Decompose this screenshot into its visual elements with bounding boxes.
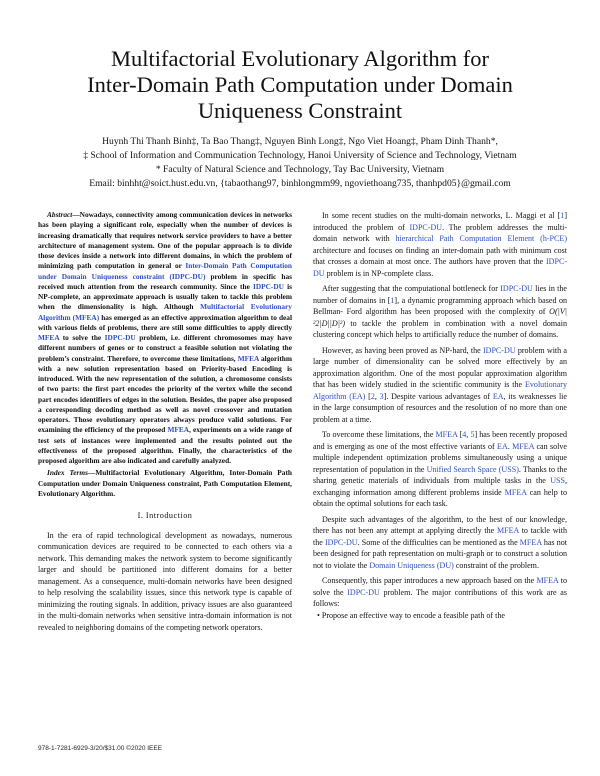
author-block xyxy=(30,135,570,191)
citation-link[interactable]: 1 xyxy=(390,295,395,305)
right-column xyxy=(313,210,567,621)
title-line-1: Multifactorial Evolutionary Algorithm for xyxy=(110,46,490,71)
index-terms-lead: Index Terms xyxy=(47,468,88,478)
link-uss-full[interactable]: Unified Search Space (USS) xyxy=(426,464,519,474)
link-idpc-du[interactable]: IDPC-DU xyxy=(347,587,380,597)
link-mfea-full[interactable]: Multifactorial Evolutionary Algorithm (MFEA) xyxy=(38,302,292,322)
paper-title xyxy=(40,46,560,124)
citation-link[interactable]: 1 xyxy=(560,211,565,220)
title-line-3: Uniqueness Constraint xyxy=(197,98,403,123)
title-line-2: Inter-Domain Path Computation under Domain xyxy=(87,72,513,97)
link-idpc-du[interactable]: IDPC-DU xyxy=(324,537,358,547)
link-idpc-du[interactable]: IDPC-DU xyxy=(500,284,533,293)
link-h-pce[interactable]: hierarchical Path Computation Element (h-PCE) xyxy=(395,234,567,243)
section-heading-introduction: I. Introduction xyxy=(137,511,193,520)
affiliation-1: ‡ School of Information and Communication Technology, Hanoi University of Science and Technology, Vietnam xyxy=(83,150,517,161)
author-names: Huynh Thi Thanh Binh‡, Ta Bao Thang‡, Nguyen Binh Long‡, Ngo Viet Hoang‡, Pham Dinh Thanh*, xyxy=(102,136,498,147)
paragraph-2: After suggesting that the computational bottleneck for IDPC-DU lies in the number of domains in [1], a dynamic programming approach which based on Bellman- Ford algorithm has been proposed with the complexity of O(|V|²2|D||D|²) to tackle the problem in combination with a novel domain clustering concept which helps to artificially reduce the number of domains. xyxy=(313,284,567,339)
citation-link[interactable]: 4 xyxy=(462,430,467,439)
link-ea-full[interactable]: Evolutionary Algorithm (EA) xyxy=(313,380,567,401)
paragraph-4: To overcome these limitations, the MFEA [4, 5] has been recently proposed and is emerging as one of the most effective variants of EA. MFEA can solve multiple independent optimization problems simultaneously using a unique representation of population in the Unified Search Space (USS). Thanks to the sharing genetic materials of individuals from multiple tasks in the USS, exchanging information among different problems inside MFEA can help to obtain the optimal solutions for each task. xyxy=(313,430,568,508)
link-ea[interactable]: EA xyxy=(497,441,508,451)
link-mfea[interactable]: MFEA xyxy=(504,487,527,497)
link-mfea[interactable]: MFEA xyxy=(435,430,458,439)
intro-paragraph: In the era of rapid technological development as nowadays, numerous communication devices are required to be connected to each others via a network. This demanding makes the network system to become significantly larger and should be partitioned into different domains for a better management. As a consequence, multi-domain networks have been designed to help resolving the scalability issues, since this network type is capable of minimizing the routing signals. In addition, privacy issues are also guaranteed in the multi-domain networks when sensitive intra-domain information is not revealed to neighboring domains of the competing network operators. xyxy=(38,530,292,632)
paragraph-1: In some recent studies on the multi-domain networks, L. Maggi et al [1] introduced the problem of IDPC-DU. The problem addresses the multi-domain network with hierarchical Path Computation Element (h-PCE) architecture and focuses on finding an inter-domain path with minimum cost that crosses a domain at most once. The authors have proven that the IDPC-DU problem is in NP-complete class. xyxy=(313,211,568,278)
link-uss[interactable]: USS xyxy=(550,476,565,485)
copyright-footer: 978-1-7281-6929-3/20/$31.00 ©2020 IEEE xyxy=(38,745,163,752)
link-mfea[interactable]: MFEA xyxy=(512,441,535,451)
complexity-formula: O(|V|²2|D||D|²) xyxy=(313,307,567,328)
paragraph-5: Despite such advantages of the algorithm, to the best of our knowledge, there has not been any attempt at applying directly the MFEA to tackle with the IDPC-DU. Some of the difficulties can be mentioned as the MFEA has not been designed for path representation on multi-graph or to construct a solution not to violate the Domain Uniqueness (DU) constraint of the problem. xyxy=(313,514,567,570)
link-idpc-du[interactable]: IDPC-DU xyxy=(482,345,516,355)
link-mfea[interactable]: MFEA xyxy=(237,353,259,363)
bullet-icon: • xyxy=(317,610,322,620)
link-mfea[interactable]: MFEA xyxy=(519,537,542,547)
abstract: Abstract—Nowadays, connectivity among communication devices in networks has been playing a significant role, especially when the number of devices is increasing dramatically that requires network service providers to have a better architecture of management system. One of the popular approach is to divide those devices inside a network into different domains, in which the problem of minimizing path computation in general or Inter-Domain Path Computation under Domain Uniqueness constraint (IDPC-DU) problem in specific has received much attention from the research community. Since the IDPC-DU is NP-complete, an approximate approach is usually taken to tackle this problem when the dimensionality is high. Although Multifactorial Evolutionary Algorithm (MFEA) has emerged as an effective approximation algorithm to deal with various fields of problems, there are still some difficulties to apply directly MFEA to solve the IDPC-DU problem, i.e. different chromosomes may have different numbers of genes or to construct a feasible solution not violating the problem’s constraint. Therefore, to overcome these limitations, MFEA algorithm with a new solution representation based on Priority-based Encoding is introduced. With the new representation of the solution, a chromosome consists of two parts: the first part encodes the priority of the vertex while the second part encodes identifiers of edges in the solution. Besides, the paper also proposed a corresponding decoding method as well as novel crossover and mutation operators. Those evolutionary operators always produce valid solutions. For examining the efficiency of the proposed MFEA, experiments on a wide range of test sets of instances were implemented and the results pointed out the effectiveness of the proposed algorithm. Finally, the characteristics of the proposed algorithm are also indicated and carefully analyzed. xyxy=(38,210,293,465)
link-mfea[interactable]: MFEA xyxy=(167,425,190,435)
link-ea[interactable]: EA xyxy=(492,391,504,401)
link-idpc-du[interactable]: IDPC-DU xyxy=(313,257,567,278)
link-du-full[interactable]: Domain Uniqueness (DU) xyxy=(369,560,454,570)
link-mfea[interactable]: MFEA xyxy=(536,576,559,585)
author-emails: Email: binhht@soict.hust.edu.vn, {tabaothang97, binhlongmm99, ngoviethoang735, thanhpd05}@gmail.com xyxy=(89,178,511,189)
citation-link[interactable]: 3 xyxy=(379,391,384,401)
link-idpc-du[interactable]: IDPC-DU xyxy=(252,281,284,291)
link-mfea[interactable]: MFEA xyxy=(38,333,60,342)
affiliation-2: * Faculty of Natural Science and Technology, Tay Bac University, Vietnam xyxy=(155,164,445,175)
citation-link[interactable]: 5 xyxy=(470,430,475,439)
citation-link[interactable]: 2 xyxy=(370,391,375,401)
link-idpc-du-full[interactable]: Inter-Domain Path Computation under Domain Uniqueness constraint (IDPC-DU) xyxy=(38,261,292,281)
abstract-lead: Abstract xyxy=(47,210,73,219)
link-mfea[interactable]: MFEA xyxy=(497,526,519,535)
link-idpc-du[interactable]: IDPC-DU xyxy=(409,222,443,232)
left-column xyxy=(38,210,292,633)
contribution-bullet: • Propose an effective way to encode a feasible path of the xyxy=(317,610,505,620)
index-terms: Index Terms—Multifactorial Evolutionary Algorithm, Inter-Domain Path Computation under Domain Uniqueness constraint, Path Computation Element, Evolutionary Algorithm. xyxy=(38,468,292,498)
link-idpc-du[interactable]: IDPC-DU xyxy=(104,333,136,342)
paragraph-6: Consequently, this paper introduces a new approach based on the MFEA to solve the IDPC-DU problem. The major contributions of this work are as follows: xyxy=(313,576,567,608)
paragraph-3: However, as having been proved as NP-hard, the IDPC-DU problem with a large number of dimensionality can be solved more effectively by an approximation algorithm. One of the most popular approximation algorithm that has been widely studied in the scientific community is the Evolutionary Algorithm (EA) [2, 3]. Despite various advantages of EA, its weaknesses lie in the large consumption of resources and the resolution of no more than one problem at a time. xyxy=(313,345,567,424)
